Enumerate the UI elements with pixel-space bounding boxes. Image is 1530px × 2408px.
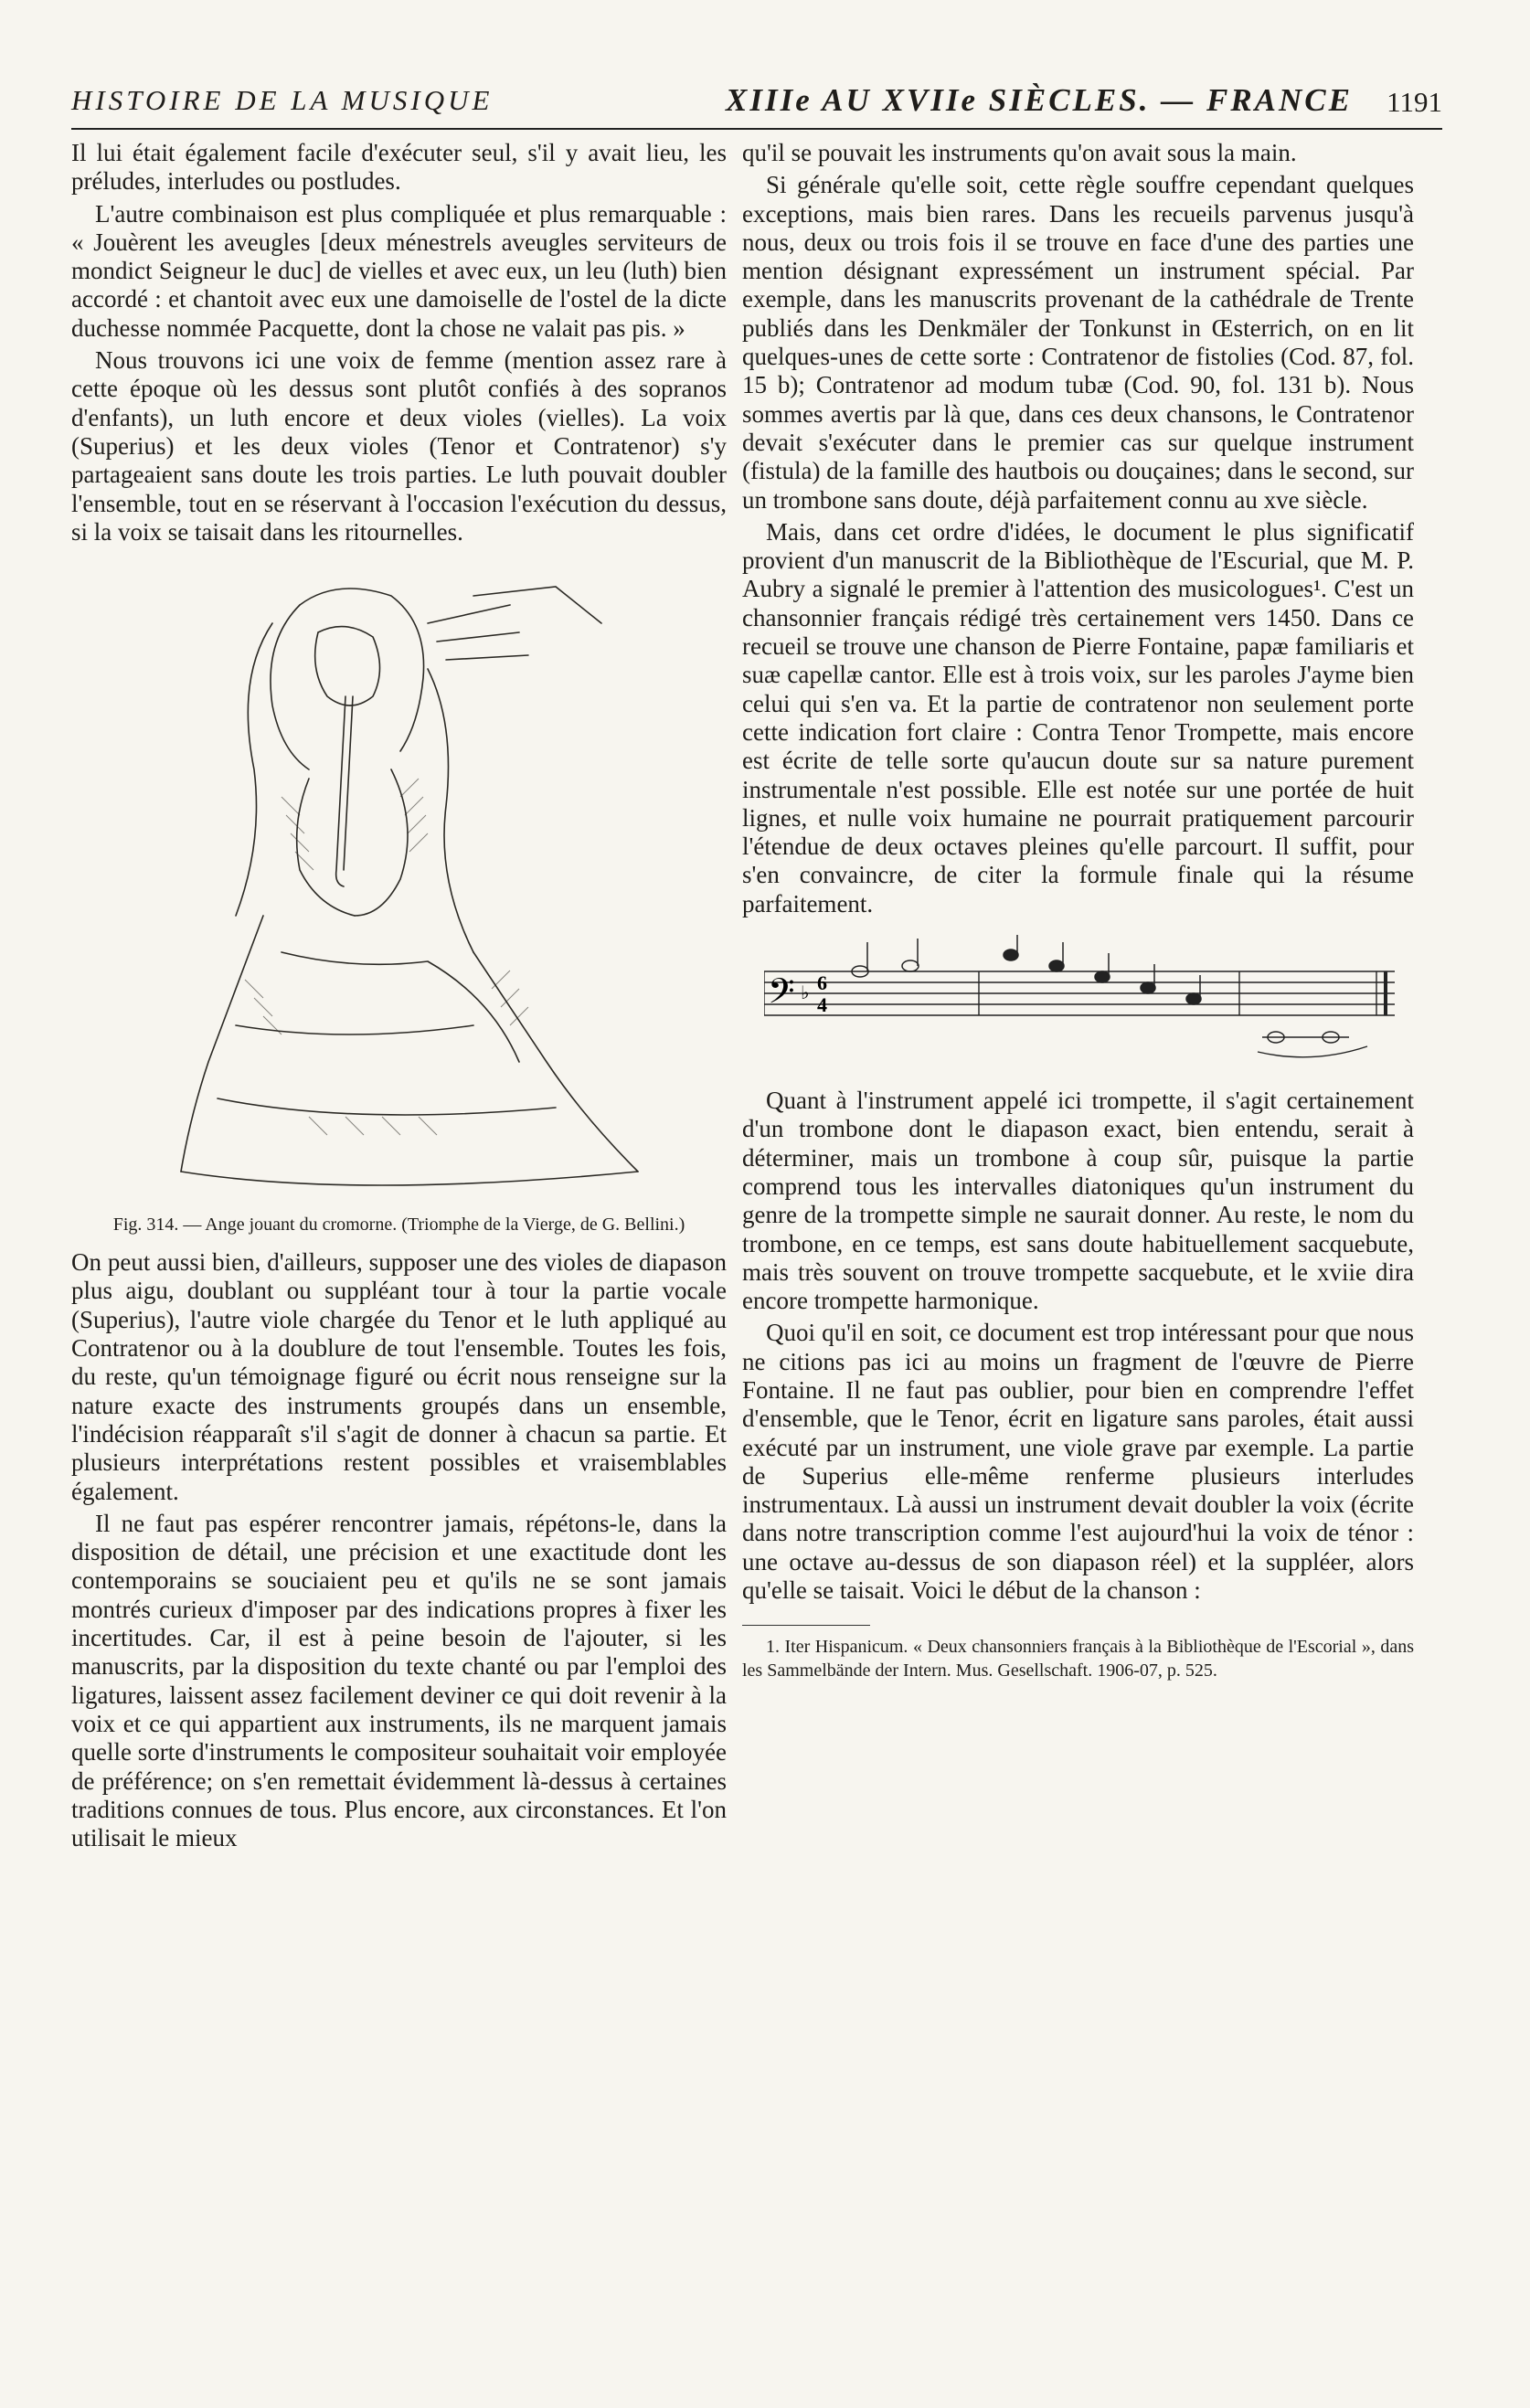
footnote: 1. Iter Hispanicum. « Deux chansonniers français à la Bibliothèque de l'Escorial », dans les Sammelbände der Intern. Mus. Gesellschaft. 1906-07, p. 525. (742, 1637, 1414, 1681)
bass-clef-icon: 𝄢 (768, 971, 795, 1021)
footnote-rule (742, 1625, 870, 1626)
header-title: HISTOIRE DE LA MUSIQUE (71, 84, 494, 116)
paragraph: Quoi qu'il en soit, ce document est trop intéressant pour que nous ne citions pas ici au moins un fragment de l'œuvre de Pierre Fontaine. Il ne faut pas oublier, pour bien en comprendre l'effet d'ensemble, que le Tenor, écrit en ligature sans paroles, était aussi exécuté par un instrument, une viole grave par exemple. La partie de Superius elle-même renferme plusieurs interludes instrumentaux. Là aussi un instrument devait doubler la voix (écrite dans notre transcription comme l'est aujourd'hui la voix de ténor : une octave au-dessus de son diapason réel) et la suppléer, alors qu'elle se taisait. Voici le début de la chanson : (742, 1319, 1414, 1605)
left-column (71, 139, 727, 1856)
music-notation (742, 935, 1414, 1063)
running-header (71, 84, 1442, 130)
paragraph: L'autre combinaison est plus compliquée et plus remarquable : « Jouèrent les aveugles [deux ménestrels aveugles serviteurs de mondict Seigneur le duc] de vielles et avec eux, un leu (luth) bien accordé : et chantoit avec eux une damoiselle de l'ostel de la dicte duchesse nommée Pacquette, dont la chose ne valait pas pis. » (71, 199, 727, 342)
flat-icon: ♭ (801, 983, 810, 1004)
angel-crumhorn-illustration (126, 568, 675, 1206)
paragraph: Il ne faut pas espérer rencontrer jamais, répétons-le, dans la disposition de détail, une précision et une exactitude dont les contemporains se souciaient peu et qu'ils ne se sont jamais montrés curieux d'imposer par des indications propres à fixer les incertitudes. Car, il est à peine besoin de l'ajouter, si les manuscrits, par la disposition du texte chanté ou par l'emploi des ligatures, laissent assez facilement deviner ce qui doit revenir à la voix et ce qui appartient aux instruments, ils ne marquent jamais quelle sorte d'instruments le compositeur souhaitait voir employée de préférence; on s'en remettait évidemment là-dessus à certaines traditions connues de tous. Plus encore, aux circonstances. Et l'on utilisait le mieux (71, 1509, 727, 1852)
page-number: 1191 (1387, 86, 1442, 118)
paragraph: Si générale qu'elle soit, cette règle souffre cependant quelques exceptions, mais bien rares. Dans les recueils parvenus jusqu'à nous, deux ou trois fois il se trouve en face d'une des parties une mention désignant expressément un instrument spécial. Par exemple, dans les manuscrits provenant de la cathédrale de Trente publiés dans les Denkmäler der Tonkunst in Œsterrich, on en lit quelques-unes de cette sorte : Contratenor de fistolies (Cod. 87, fol. 15 b); Contratenor ad modum tubæ (Cod. 90, fol. 131 b). Nous sommes avertis par là que, dans ces deux chansons, le Contratenor devait s'exécuter dans le premier cas sur quelque instrument (fistula) de la famille des hautbois ou douçaines; dans le second, sur un trombone sans doute, déjà parfaitement connu au xve siècle. (742, 171, 1414, 514)
music-staff (764, 935, 1395, 1063)
time-signature-bottom: 4 (817, 993, 827, 1017)
paragraph: qu'il se pouvait les instruments qu'on avait sous la main. (742, 139, 1297, 166)
paragraph: On peut aussi bien, d'ailleurs, supposer une des violes de diapason plus aigu, doublant ou suppléant tour à tour la partie vocale (Superius), l'autre viole chargée du Tenor et le luth appliqué au Contratenor ou à la doublure de tout l'ensemble. Toutes les fois, du reste, qu'un témoignage figuré ou écrit nous renseigne sur la nature exacte des instruments groupés dans un ensemble, l'indécision réapparaît s'il s'agit de donner à chacun sa partie. Et plusieurs interprétations restent possibles et vraisemblables également. (71, 1248, 727, 1505)
time-signature-top: 6 (817, 971, 827, 995)
paragraph: Nous trouvons ici une voix de femme (mention assez rare à cette époque où les dessus sont plutôt confiés à des sopranos d'enfants), un luth encore et deux violes (vielles). La voix (Superius) et les deux violes (Tenor et Contratenor) s'y partageaient sans doute les trois parties. Le luth pouvait doubler l'ensemble, tout en se réservant à l'occasion l'exécution du dessus, si la voix se taisait dans les ritournelles. (71, 346, 727, 546)
header-section: XIIIe AU XVIIe SIÈCLES. — FRANCE (726, 82, 1353, 118)
right-column (742, 139, 1414, 1682)
figure-engraving (71, 568, 727, 1206)
paragraph: Mais, dans cet ordre d'idées, le document le plus significatif provient d'un manuscrit de la Bibliothèque de l'Escurial, que M. P. Aubry a signalé le premier à l'attention des musicologues¹. C'est un chansonnier français rédigé très certainement vers 1450. Dans ce recueil se trouve une chanson de Pierre Fontaine, papæ familiaris et suæ capellæ cantor. Elle est à trois voix, sur les paroles J'ayme bien celui qui s'en va. Et la partie de contratenor non seulement porte cette indication fort claire : Contra Tenor Trompette, mais encore est écrite de telle sorte qu'aucun doute sur sa nature purement instrumentale n'est possible. Elle est notée sur une portée de huit lignes, et nulle voix humaine ne pourrait pratiquement parcourir l'étendue de deux octaves pleines qu'elle parcourt. Il suffit, pour s'en convaincre, de citer la formule finale qui la résume parfaitement. (742, 517, 1414, 918)
figure-caption: Fig. 314. — Ange jouant du cromorne. (Triomphe de la Vierge, de G. Bellini.) (112, 1215, 685, 1236)
paragraph: Il lui était également facile d'exécuter seul, s'il y avait lieu, les préludes, interludes ou postludes. (71, 139, 727, 196)
paragraph: Quant à l'instrument appelé ici trompette, il s'agit certainement d'un trombone dont le diapason exact, bien entendu, serait à déterminer, mais un trombone à coup sûr, puisque la partie comprend tous les intervalles diatoniques qu'un instrument du genre de la trompette simple ne saurait donner. Au reste, le nom du trombone, en ce temps, est sans doute habituellement sacquebute, mais très souvent on trouve trompette sacquebute, et le xviie dira encore trompette harmonique. (742, 1087, 1414, 1315)
